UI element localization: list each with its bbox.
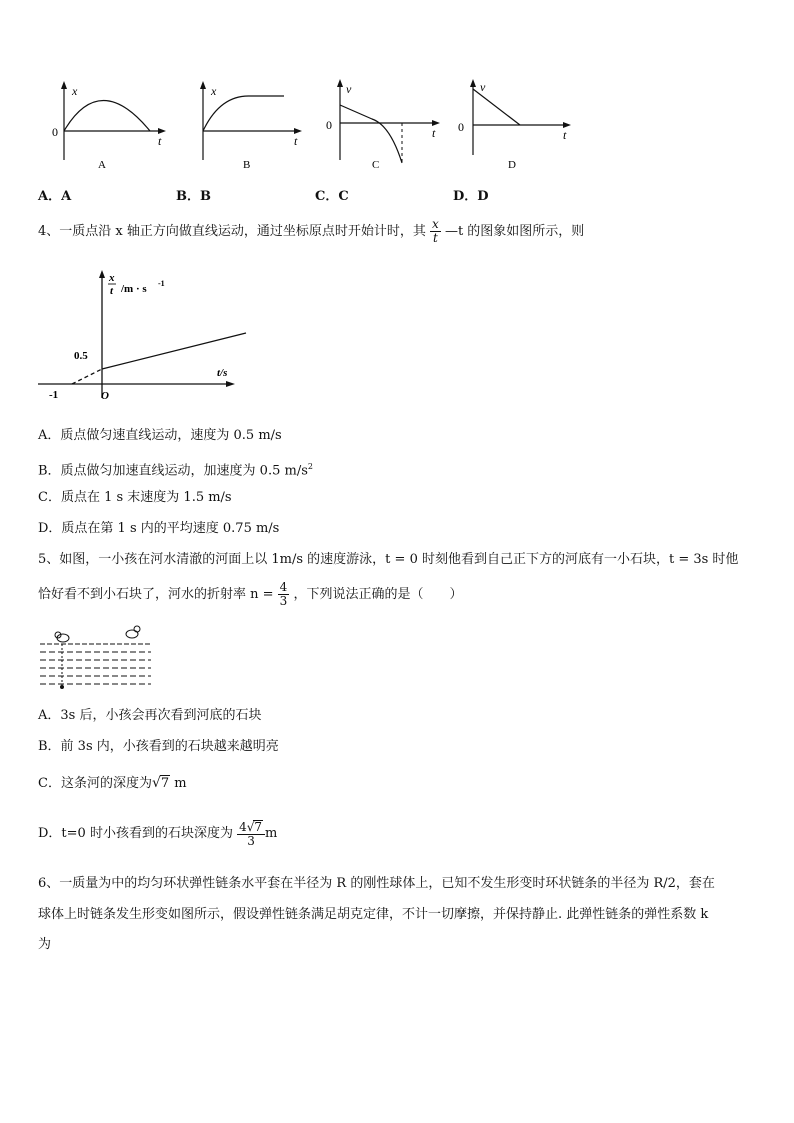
q5-option-a: A．3s 后，小孩会再次看到河底的石块 bbox=[38, 708, 262, 723]
graph-a-origin: 0 bbox=[52, 125, 58, 139]
q4-stem-post: —t 的图象如图所示，则 bbox=[444, 224, 585, 239]
q4-intercept-label: 0.5 bbox=[74, 350, 88, 362]
q4-neg-label: -1 bbox=[49, 389, 59, 401]
q5-line2: 恰好看不到小石块了，河水的折射率 n = $\frac{4}{3}$ ，下列说法正确的是（ ） bbox=[38, 580, 463, 608]
q6-line1: 6、一质量为中的均匀环状弹性链条水平套在半径为 R 的刚性球体上，已知不发生形变时环状链条的半径为 R/2，套在 bbox=[38, 876, 715, 891]
q4-x-label: t/s bbox=[217, 367, 228, 379]
q5-d-fraction: $\frac{4√7}{3}$ bbox=[237, 820, 265, 848]
q3-option-b: B．B bbox=[176, 189, 211, 204]
q5-option-d: D．t=0 时小孩看到的石块深度为 $\frac{4√7}{3}$ m bbox=[38, 819, 278, 848]
q4-origin-label: O bbox=[101, 390, 109, 402]
graph-a-ylabel: x bbox=[72, 84, 78, 98]
graph-b bbox=[200, 81, 302, 171]
q3-option-c: C．C bbox=[315, 189, 349, 204]
graph-a bbox=[52, 81, 166, 171]
q4-option-c: C．质点在 1 s 末速度为 1.5 m/s bbox=[38, 490, 232, 505]
graph-d-origin: 0 bbox=[458, 120, 464, 134]
q5-option-b: B．前 3s 内，小孩看到的石块越来越明亮 bbox=[38, 739, 279, 754]
q6-line2: 球体上时链条发生形变如图所示，假设弹性链条满足胡克定律，不计一切摩擦，并保持静止. 此弹性链条的弹性系数 k bbox=[38, 907, 709, 922]
q4-graph bbox=[30, 268, 250, 408]
q4-option-b: B．质点做匀加速直线运动，加速度为 0.5 $m/s^2$ bbox=[38, 462, 313, 479]
q5-n-fraction: $\frac{4}{3}$ bbox=[279, 580, 288, 608]
q5-line1: 5、如图，一小孩在河水清澈的河面上以 1m/s 的速度游泳，t = 0 时刻他看到自己正下方的河底有一小石块，t = 3s 时他 bbox=[38, 552, 739, 567]
q4-y-unit: /m · s bbox=[121, 283, 147, 295]
q4-option-a: A．质点做匀速直线运动，速度为 0.5 m/s bbox=[38, 428, 282, 443]
q4-stem-fraction: $\frac{x}{t}$ bbox=[432, 217, 439, 245]
q4-stem-pre: 4、一质点沿 x 轴正方向做直线运动，通过坐标原点时开始计时，其 bbox=[38, 224, 426, 239]
graph-c-letter: C bbox=[372, 159, 380, 171]
q4-line-dashed bbox=[72, 369, 102, 384]
q4-y-frac-num: x bbox=[109, 272, 115, 284]
graph-c-ylabel: v bbox=[346, 82, 352, 96]
graph-d-ylabel: v bbox=[480, 80, 486, 94]
graph-a-xlabel: t bbox=[158, 134, 162, 148]
graph-d bbox=[458, 79, 571, 171]
graph-c-origin: 0 bbox=[326, 118, 332, 132]
q5-river-figure bbox=[36, 622, 156, 694]
q6-line3: 为 bbox=[38, 937, 52, 952]
q5-option-c: C．这条河的深度为√7 m bbox=[38, 775, 187, 791]
graph-b-letter: B bbox=[243, 159, 251, 171]
graph-d-xlabel: t bbox=[563, 128, 567, 142]
q3-option-a: A．A bbox=[38, 189, 72, 204]
q4-line-solid bbox=[102, 333, 246, 369]
q4-y-unit-exp: -1 bbox=[158, 279, 165, 288]
q4-option-d: D．质点在第 1 s 内的平均速度 0.75 m/s bbox=[38, 521, 280, 536]
q4-y-frac-den: t bbox=[110, 285, 114, 297]
graph-d-letter: D bbox=[508, 159, 516, 171]
graph-b-xlabel: t bbox=[294, 134, 298, 148]
graph-c-xlabel: t bbox=[432, 126, 436, 140]
q3-graphs bbox=[0, 75, 794, 185]
graph-a-letter: A bbox=[98, 159, 106, 171]
graph-c bbox=[326, 79, 440, 171]
q4-stem bbox=[38, 217, 584, 247]
q3-option-d: D．D bbox=[453, 189, 489, 204]
graph-b-ylabel: x bbox=[211, 84, 217, 98]
